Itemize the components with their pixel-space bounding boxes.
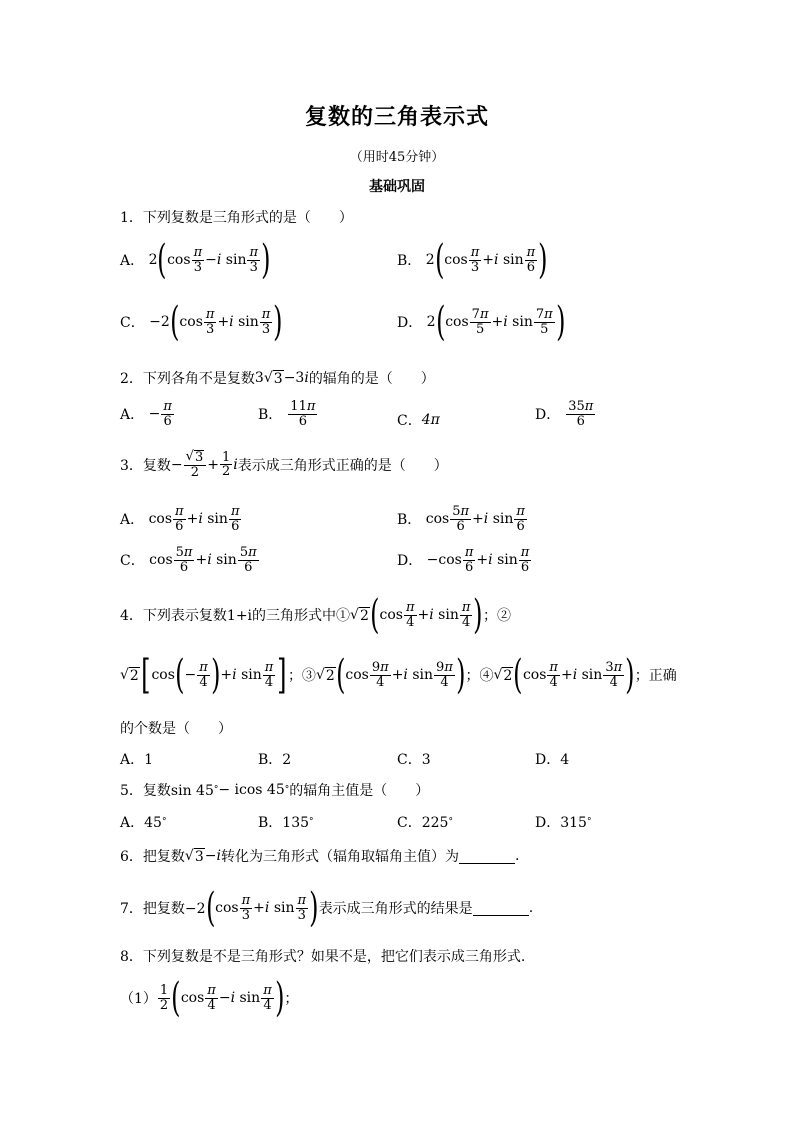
question-2-option-c: [397, 410, 440, 430]
stem-text: 3．复数: [120, 457, 171, 474]
stem-text: 的辐角主值是（ ）: [289, 783, 430, 799]
section-heading: 基础巩固: [369, 179, 425, 195]
option-label: B．: [397, 512, 422, 529]
question-4-option-d: D．4: [535, 752, 570, 768]
question-1-option-a: A． 2 ( cos $\frac{\pi}{3}$ − i sin $\frac{\pi}{3}$ ): [120, 237, 271, 283]
option-text: B．135: [258, 815, 310, 831]
stem-text: 转化为三角形式（辐角取辐角主值）为: [220, 849, 459, 865]
question-2-option-b: B． $\frac{11\pi}{6}$: [258, 399, 316, 429]
question-1-option-d: D． 2 ( cos $\frac{7\pi}{5}$ + i sin $\frac{7\pi}{5}$ ): [397, 299, 566, 345]
option-label: B．: [258, 407, 283, 424]
option-text: D．315: [535, 815, 587, 831]
stem-text: ；正确: [634, 668, 677, 684]
degree-mark: °: [213, 785, 219, 795]
stem-text: 表示成三角形式正确的是（ ）: [237, 457, 448, 474]
question-1-option-c: C． −2 ( cos $\frac{\pi}{3}$ + i sin $\frac{\pi}{3}$ ): [120, 299, 283, 345]
question-6-stem: 6．把复数 √ 3 −i 转化为三角形式（辐角取辐角主值）为 .: [120, 847, 520, 865]
degree-mark: °: [309, 817, 314, 827]
degree-mark: °: [284, 785, 290, 795]
stem-text: 表示成三角形式的结果是: [318, 901, 473, 917]
stem-text: 5．复数sin 45: [120, 783, 214, 799]
question-3-option-c: C． cos $\frac{5\pi}{6}$ + i sin $\frac{5\pi}{6}$: [120, 545, 257, 575]
question-4-stem-line3: 的个数是（ ）: [120, 721, 232, 737]
option-label: C．: [120, 315, 145, 331]
stem-text: ；③: [287, 668, 316, 684]
question-1-option-b: B． 2 ( cos $\frac{\pi}{3}$ + i sin $\frac{\pi}{6}$ ): [397, 237, 548, 283]
question-5-stem: [120, 780, 429, 800]
time-note: （用时45分钟）: [349, 150, 445, 165]
stem-text: 2．下列各角不是复数: [120, 371, 255, 387]
stem-text: ；②: [483, 608, 512, 624]
question-3-option-d: D． −cos $\frac{\pi}{6}$ + i sin $\frac{\pi}{6}$: [397, 545, 530, 575]
answer-blank[interactable]: [459, 849, 515, 864]
question-8-sub-1: （1） $\frac{1}{2}$ ( cos $\frac{\pi}{4}$ − i sin $\frac{\pi}{4}$ ) ；: [120, 975, 299, 1021]
stem-text: ；: [284, 991, 299, 1007]
option-label: C．: [397, 413, 422, 429]
question-4-option-c: C．3: [397, 752, 431, 768]
option-label: C．: [120, 553, 145, 570]
question-2-stem: 2．下列各角不是复数 3 √ 3 −3i 的辐角的是（ ）: [120, 369, 435, 387]
stem-text: .: [514, 848, 520, 864]
option-label: B．: [397, 253, 422, 269]
option-label: A．: [120, 512, 145, 529]
stem-text: − icos 45: [218, 782, 285, 798]
page-title: 复数的三角表示式: [304, 104, 489, 130]
degree-mark: °: [586, 817, 592, 827]
question-8-stem: 8．下列复数是不是三角形式？如果不是，把它们表示成三角形式.: [120, 949, 526, 965]
question-3-option-b: B． cos $\frac{5\pi}{6}$ + i sin $\frac{\pi}{6}$: [397, 504, 525, 534]
question-3-stem: 3．复数 − √ 3 2 + $\frac{1}{2}$ i 表示成三角形式正确的是（ ）: [120, 449, 448, 480]
question-2-option-a: A． − $\frac{\pi}{6}$: [120, 399, 172, 429]
option-value: 4π: [421, 412, 440, 428]
question-2-option-d: D． $\frac{35\pi}{6}$: [535, 399, 594, 429]
question-5-option-a: [120, 812, 166, 832]
answer-blank[interactable]: [473, 901, 529, 916]
question-4-stem-line2: √ 2 [ cos ( − $\frac{\pi}{4}$ ) + i sin $\frac{\pi}{4}$ ] ；③ √ 2 ( cos $\frac{9\pi}{4}$ + i sin $\frac{9\pi}{4}$ ) ；④ √ 2 ( cos $\frac{\pi}{4}$ + i sin $\frac{3\pi}{4}$ ) ；正确: [120, 652, 677, 698]
stem-text: 6．把复数: [120, 849, 185, 865]
option-label: A．: [120, 407, 145, 424]
question-3-option-a: A． cos $\frac{\pi}{6}$ + i sin $\frac{\pi}{6}$: [120, 504, 240, 534]
stem-text: 的辐角的是（ ）: [308, 371, 435, 387]
degree-mark: °: [448, 817, 453, 827]
question-4-option-b: B．2: [258, 752, 292, 768]
option-text: C．225: [397, 815, 449, 831]
degree-mark: °: [161, 817, 167, 827]
option-label: D．: [397, 553, 423, 570]
option-label: A．: [120, 253, 145, 269]
stem-text: 4．下列表示复数1+i的三角形式中①: [120, 608, 351, 624]
question-5-option-d: [535, 812, 591, 832]
option-text: A．45: [120, 815, 162, 831]
option-label: D．: [535, 407, 561, 424]
stem-text: 7．把复数−2: [120, 901, 206, 917]
stem-text: .: [528, 900, 534, 916]
question-4-option-a: A．1: [120, 752, 154, 768]
question-5-option-b: [258, 812, 314, 832]
question-7-stem: 7．把复数−2 ( cos $\frac{\pi}{3}$ + i sin $\frac{\pi}{3}$ ) 表示成三角形式的结果是 .: [120, 885, 534, 931]
sub-label: （1）: [120, 991, 157, 1007]
question-4-stem-line1: 4．下列表示复数1+i的三角形式中① √ 2 ( cos $\frac{\pi}{4}$ + i sin $\frac{\pi}{4}$ ) ；②: [120, 592, 512, 638]
stem-text: ；④: [465, 668, 494, 684]
option-label: D．: [397, 315, 423, 331]
question-1-stem: 1．下列复数是三角形式的是（ ）: [120, 210, 353, 226]
question-5-option-c: [397, 812, 453, 832]
